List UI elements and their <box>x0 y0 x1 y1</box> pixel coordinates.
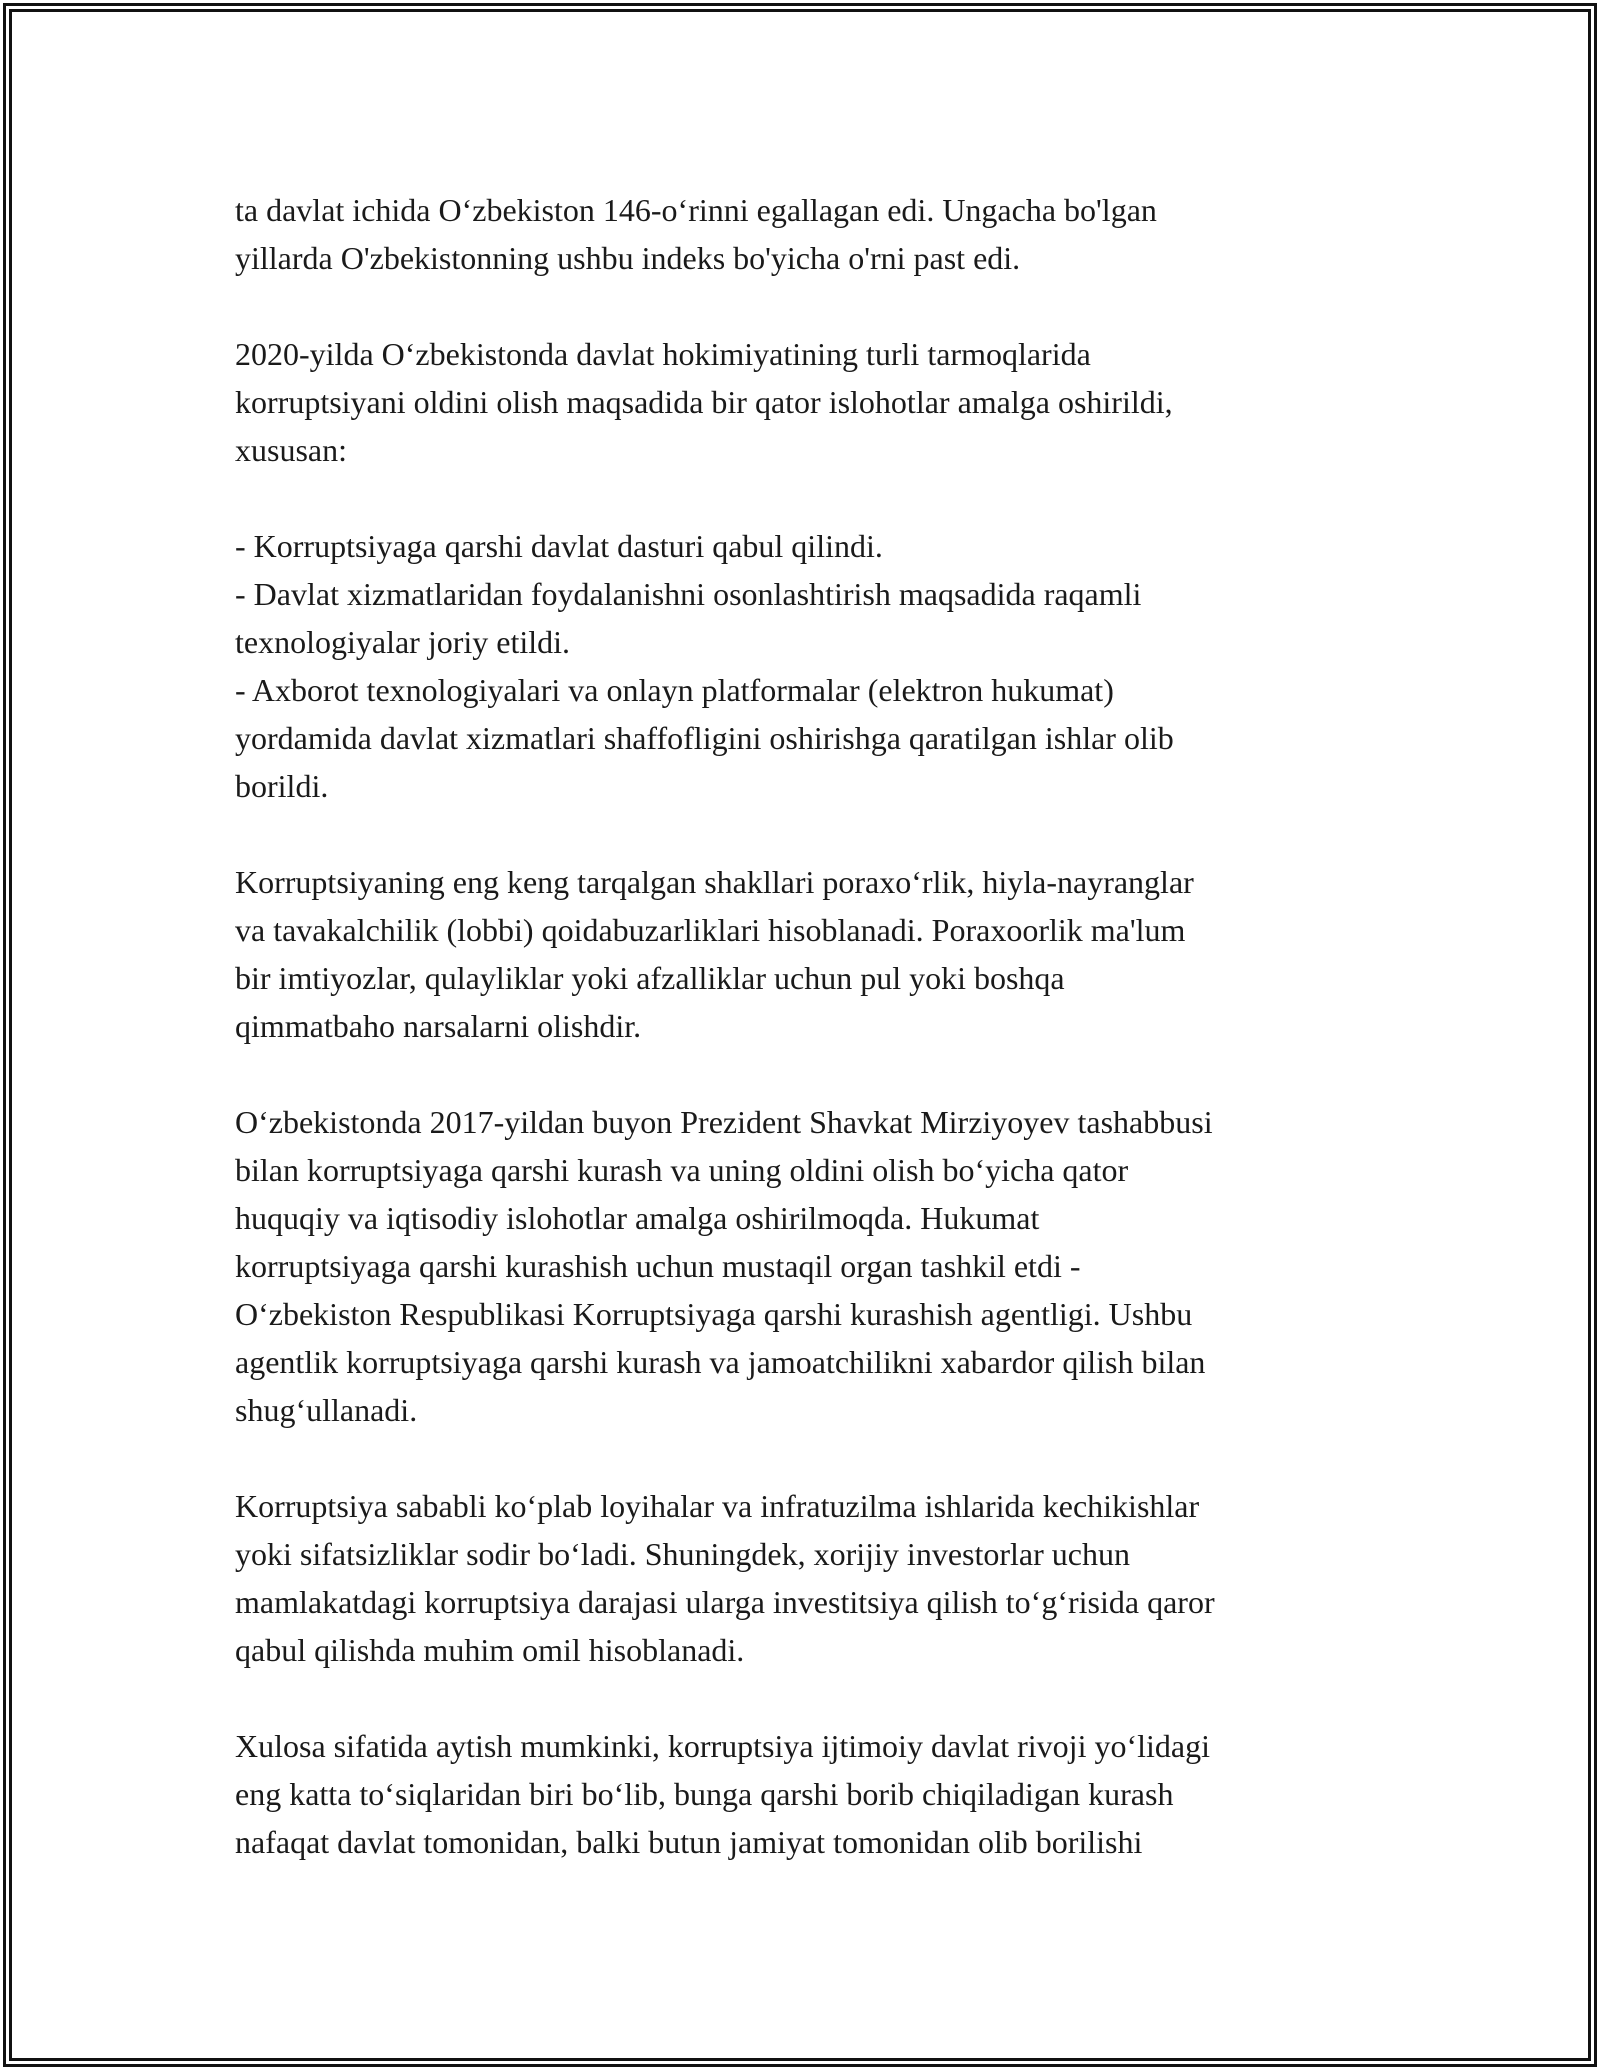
text-line: shug‘ullanadi. <box>235 1392 418 1428</box>
paragraph-reforms-2020 <box>235 330 1365 474</box>
paragraph-ranking-intro <box>235 186 1365 282</box>
text-line: O‘zbekiston Respublikasi Korruptsiyaga qarshi kurashish agentligi. Ushbu <box>235 1296 1193 1332</box>
text-line: bilan korruptsiyaga qarshi kurash va uning oldini olish bo‘yicha qator <box>235 1152 1129 1188</box>
list-item-line: - Axborot texnologiyalari va onlayn platformalar (elektron hukumat) <box>235 672 1114 708</box>
text-line: agentlik korruptsiyaga qarshi kurash va jamoatchilikni xabardor qilish bilan <box>235 1344 1206 1380</box>
text-line: Xulosa sifatida aytish mumkinki, korruptsiya ijtimoiy davlat rivoji yo‘lidagi <box>235 1728 1210 1764</box>
list-item-line: texnologiyalar joriy etildi. <box>235 624 571 660</box>
list-item-line: borildi. <box>235 768 329 804</box>
document-body <box>235 186 1365 1866</box>
text-line: mamlakatdagi korruptsiya darajasi ularga investitsiya qilish to‘g‘risida qaror <box>235 1584 1215 1620</box>
text-line: bir imtiyozlar, qulayliklar yoki afzalliklar uchun pul yoki boshqa <box>235 960 1065 996</box>
text-line: va tavakalchilik (lobbi) qoidabuzarliklari hisoblanadi. Poraxoorlik ma'lum <box>235 912 1186 948</box>
paragraph-corruption-forms <box>235 858 1365 1050</box>
text-line: korruptsiyani oldini olish maqsadida bir qator islohotlar amalga oshirildi, <box>235 384 1173 420</box>
text-line: xususan: <box>235 432 347 468</box>
text-line: Korruptsiyaning eng keng tarqalgan shakllari poraxo‘rlik, hiyla-nayranglar <box>235 864 1194 900</box>
text-line: O‘zbekistonda 2017-yildan buyon Prezident Shavkat Mirziyoyev tashabbusi <box>235 1104 1213 1140</box>
text-line: yillarda O'zbekistonning ushbu indeks bo'yicha o'rni past edi. <box>235 240 1021 276</box>
text-line: qabul qilishda muhim omil hisoblanadi. <box>235 1632 745 1668</box>
text-line: qimmatbaho narsalarni olishdir. <box>235 1008 642 1044</box>
list-item-line: - Davlat xizmatlaridan foydalanishni osonlashtirish maqsadida raqamli <box>235 576 1142 612</box>
text-line: ta davlat ichida O‘zbekiston 146-o‘rinni egallagan edi. Ungacha bo'lgan <box>235 192 1157 228</box>
text-line: nafaqat davlat tomonidan, balki butun jamiyat tomonidan olib borilishi <box>235 1824 1143 1860</box>
text-line: Korruptsiya sababli ko‘plab loyihalar va infratuzilma ishlarida kechikishlar <box>235 1488 1200 1524</box>
list-item-line: - Korruptsiyaga qarshi davlat dasturi qabul qilindi. <box>235 528 883 564</box>
paragraph-anticorruption-agency <box>235 1098 1365 1434</box>
paragraph-economic-impact <box>235 1482 1365 1674</box>
text-line: 2020-yilda O‘zbekistonda davlat hokimiyatining turli tarmoqlarida <box>235 336 1091 372</box>
paragraph-reform-list <box>235 522 1365 810</box>
text-line: huquqiy va iqtisodiy islohotlar amalga oshirilmoqda. Hukumat <box>235 1200 1040 1236</box>
text-line: korruptsiyaga qarshi kurashish uchun mustaqil organ tashkil etdi - <box>235 1248 1081 1284</box>
text-line: eng katta to‘siqlaridan biri bo‘lib, bunga qarshi borib chiqiladigan kurash <box>235 1776 1174 1812</box>
text-line: yoki sifatsizliklar sodir bo‘ladi. Shuningdek, xorijiy investorlar uchun <box>235 1536 1130 1572</box>
paragraph-conclusion <box>235 1722 1365 1866</box>
list-item-line: yordamida davlat xizmatlari shaffofligini oshirishga qaratilgan ishlar olib <box>235 720 1174 756</box>
